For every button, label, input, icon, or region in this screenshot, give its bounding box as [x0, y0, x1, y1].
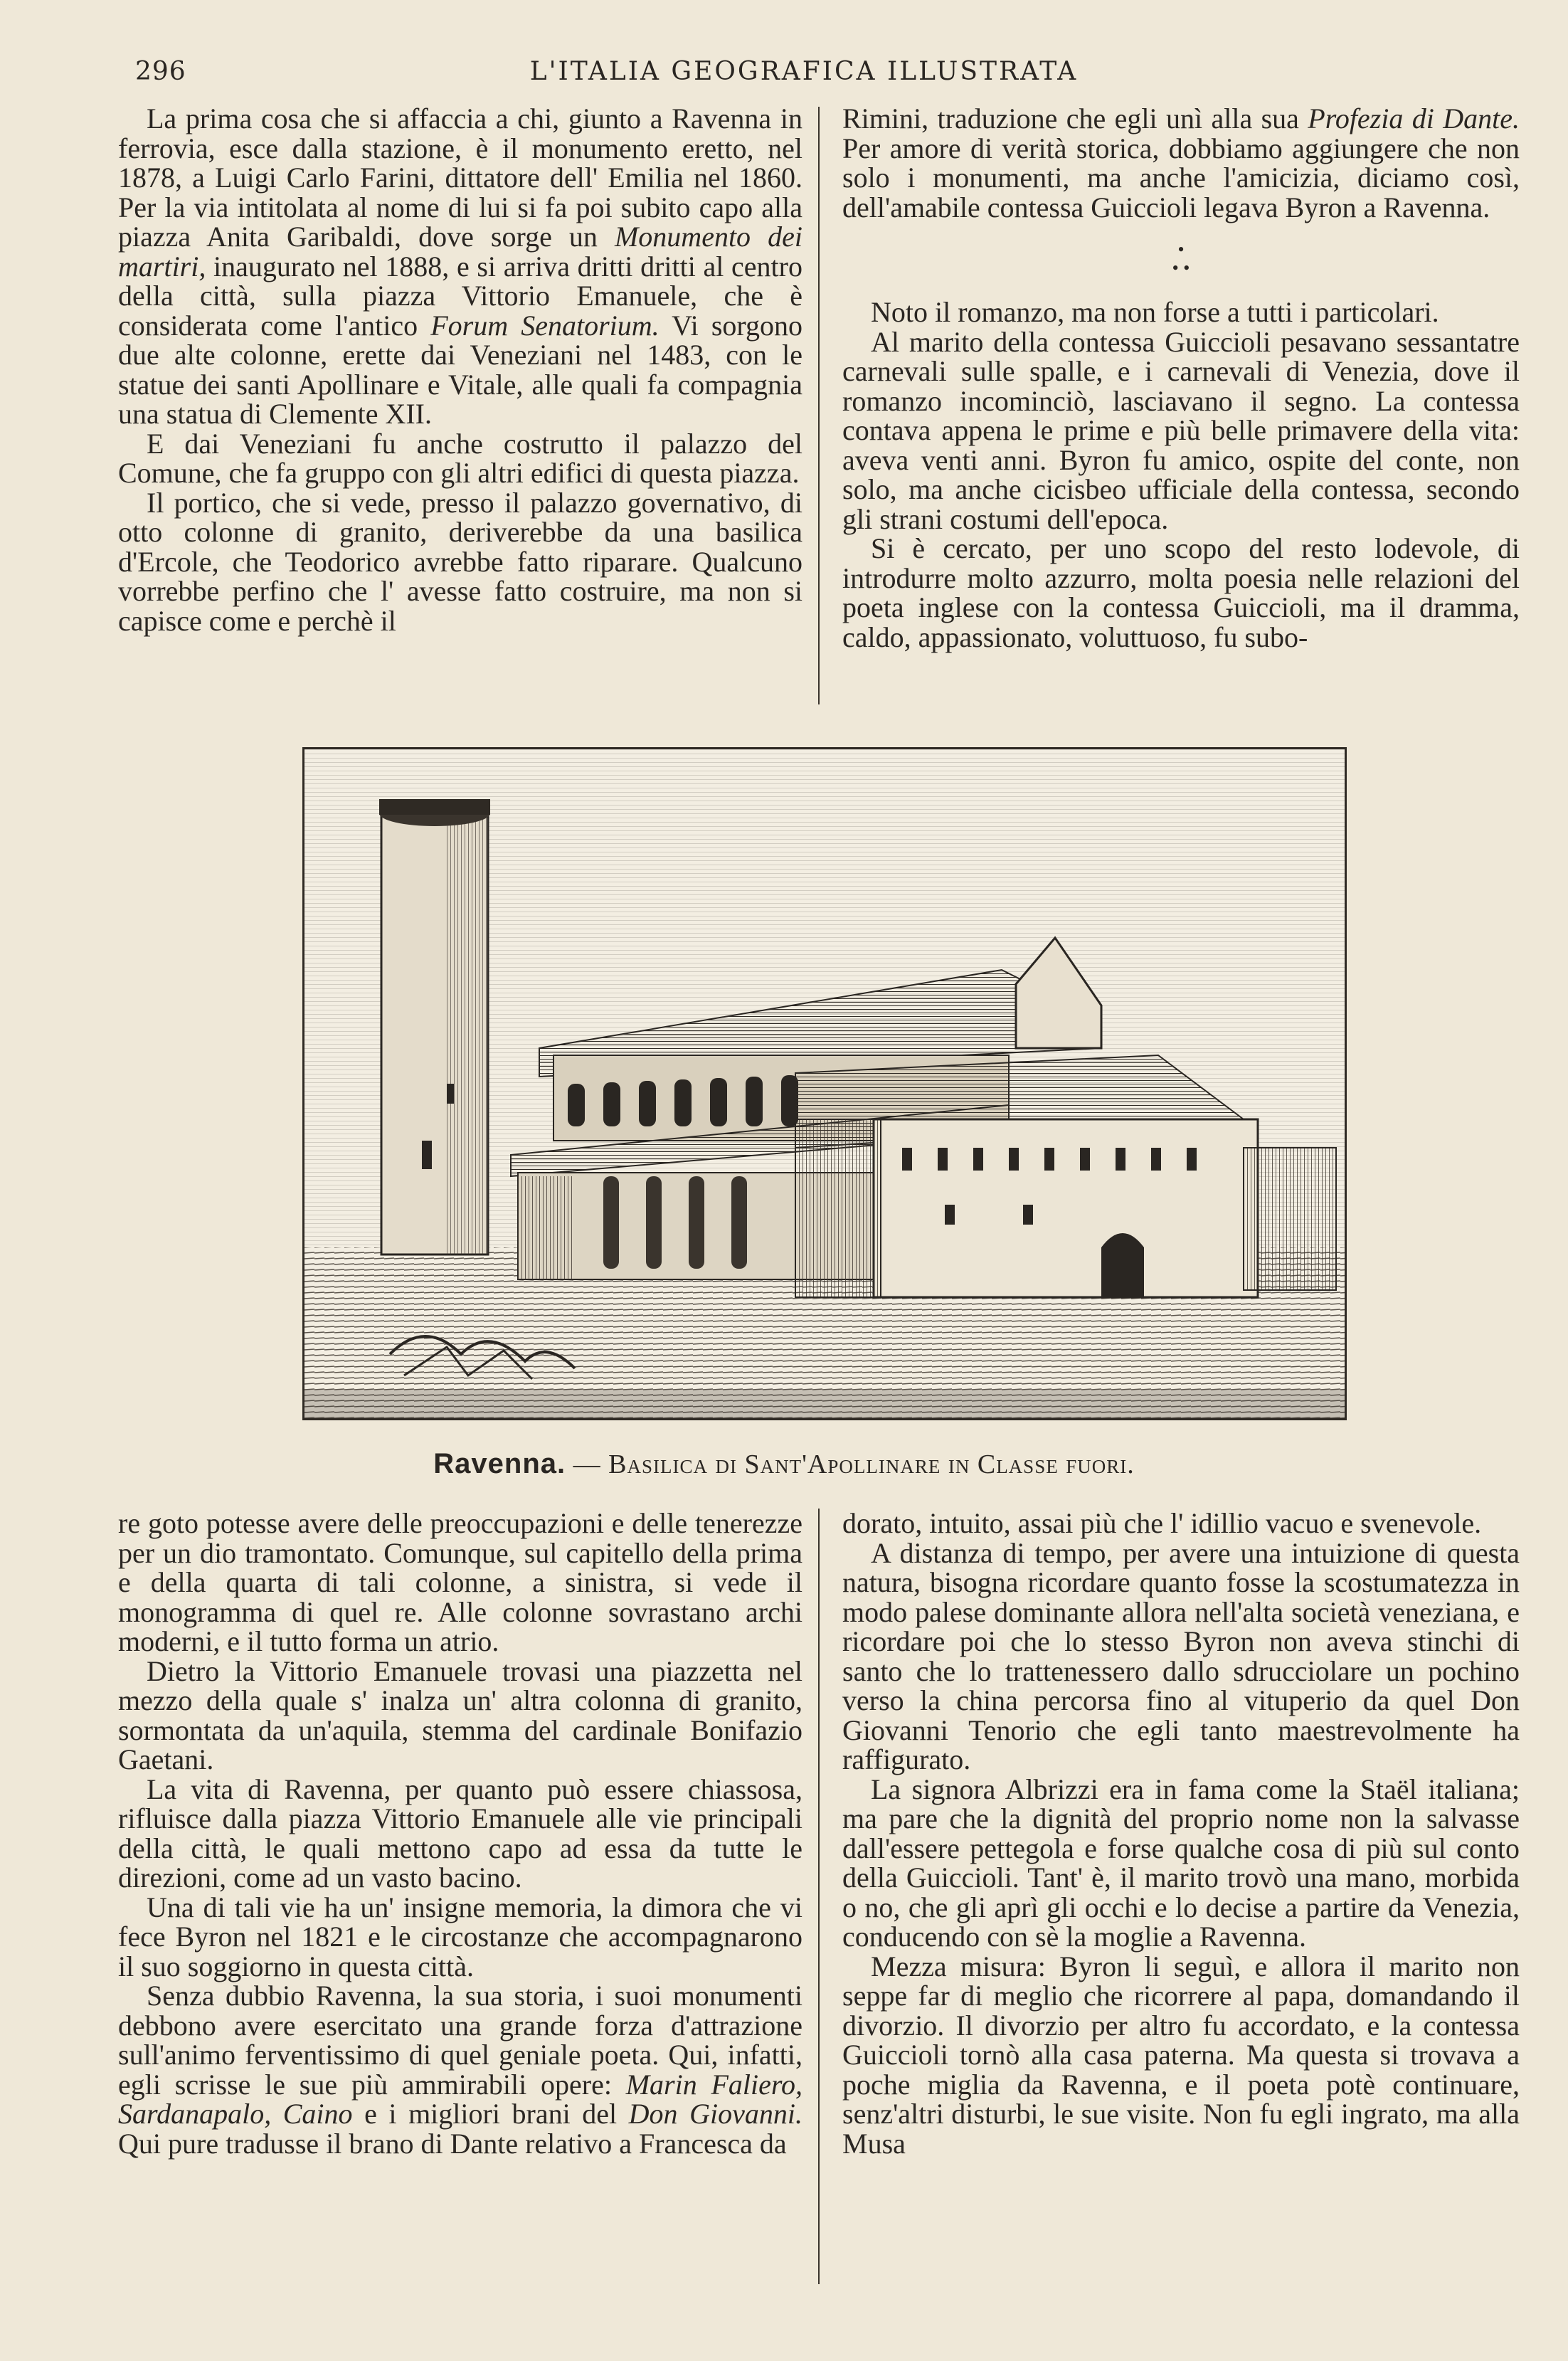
paragraph: dorato, intuito, assai più che l' idillio vacuo e svenevole. [842, 1507, 1482, 1539]
caption-place: Ravenna. [433, 1448, 566, 1479]
page-number: 296 [135, 57, 186, 86]
page-header [135, 57, 1473, 100]
text-run: Rimini, traduzione che egli unì alla sua [842, 102, 1308, 134]
text-run: inaugurato nel 1888, e si arriva dritti dritti al centro della città, sulla piazza Vittorio Emanuele, che è considerata come l'antico [118, 250, 802, 342]
text-run: Per amore di verità storica, dobbiamo aggiungere che non solo i monumenti, ma anche l'amicizia, diciamo così, dell'amabile contessa Guiccioli legava Byron a Ravenna. [842, 132, 1520, 223]
text-run: Qui pure tradusse il brano di Dante relativo a Francesca da [118, 2127, 787, 2160]
column-top-right [842, 104, 1520, 709]
figure-caption [0, 1448, 1568, 1480]
engraving-illustration [304, 749, 1345, 1418]
paragraph: Mezza misura: Byron li seguì, e allora il marito non seppe far di meglio che ricorrere al papa, domandando il divorzio. Il divorzio per altro fu accordato, e la contessa Guiccioli tornò alla casa paterna. Ma questa si trovava a poche miglia da Ravenna, e il poeta potè continuare, senz'altri disturbi, le sue visite. Non fu egli ingrato, ma alla Musa [842, 1950, 1520, 2160]
asterism: • • • [1172, 239, 1190, 278]
engraving-basilica [302, 747, 1347, 1420]
running-title: L'ITALIA GEOGRAFICA ILLUSTRATA [529, 57, 1079, 86]
italic-run: Forum Senatorium. [430, 309, 659, 342]
paragraph: Dietro la Vittorio Emanuele trovasi una piazzetta nel mezzo della quale s' inalza un' altra colonna di granito, sormontata da un'aquila, stemma del cardinale Bonifazio Gaetani. [118, 1654, 802, 1775]
paragraph: La vita di Ravenna, per quanto può essere chiassosa, rifluisce dalla piazza Vittorio Emanuele alle vie principali della città, le quali mettono capo ad essa da tutte le direzioni, come ad un vasto bacino. [118, 1773, 802, 1893]
column-top-left [118, 104, 802, 709]
italic-run: Profezia di Dante. [1308, 102, 1520, 134]
paragraph: Il portico, che si vede, presso il palazzo governativo, di otto colonne di granito, deriverebbe da una basilica d'Ercole, che Teodorico avrebbe fatto riparare. Qualcuno vorrebbe perfino che l' avesse fatto costruire, ma non si capisce come e perchè il [118, 486, 802, 637]
column-divider [818, 1509, 820, 2284]
paragraph [118, 1981, 802, 2158]
column-bottom-left [118, 1509, 802, 2284]
paragraph: Noto il romanzo, ma non forse a tutti i particolari. [871, 296, 1439, 328]
italic-run: Marin Faliero, Sardanapalo, Caino [118, 2068, 802, 2130]
paragraph [118, 104, 802, 429]
paragraph: A distanza di tempo, per avere una intuizione di questa natura, bisogna ricordare quanto fosse la scostumatezza in modo palese dominante allora nell'alta società veneziana, e ricordare poi che lo stesso Byron non aveva stinchi di santo che lo trattenessero dallo sdrucciolare un pochino verso la china percorsa fino al vituperio da quel Don Giovanni Tenorio che egli tanto maestrevolmente ha raffigurato. [842, 1536, 1520, 1775]
text-run: e i migliori brani del [352, 2098, 629, 2130]
text-run: Vi sorgono due alte colonne, erette dai Veneziani nel 1483, con le statue dei santi Apollinare e Vitale, alle quali fa compagnia una statua di Clemente XII. [118, 309, 802, 430]
text-run: Senza dubbio Ravenna, la sua storia, i suoi monumenti debbono avere esercitato una grande forza d'attrazione sull'animo ferventissimo di quel geniale poeta. Qui, infatti, egli scrisse le sue più ammirabili opere: [118, 1980, 802, 2101]
paragraph: re goto potesse avere delle preoccupazioni e delle tenerezze per un dio tramontato. Comunque, sul capitello della prima e della quarta di tali colonne, a sinistra, si vede il monogramma di quel re. Alle colonne sovrastano archi moderni, e il tutto forma un atrio. [118, 1507, 802, 1657]
italic-run: Monumento dei martiri, [118, 221, 803, 282]
paragraph [842, 104, 1520, 222]
column-bottom-right [842, 1509, 1520, 2284]
text-run: La prima cosa che si affaccia a chi, giunto a Ravenna in ferrovia, esce dalla stazione, è il monumento eretto, nel 1878, a Luigi Carlo Farini, dittatore dell' Emilia nel 1860. Per la via intitolata al nome di lui si fa poi subito capo alla piazza Anita Garibaldi, dove sorge un [118, 102, 802, 253]
paragraph: Si è cercato, per uno scopo del resto lodevole, di introdurre molto azzurro, molta poesia nelle relazioni del poeta inglese con la contessa Guiccioli, ma il dramma, caldo, appassionato, voluttuoso, fu subo- [842, 532, 1520, 653]
paragraph: La signora Albrizzi era in fama come la Staël italiana; ma pare che la dignità del proprio nome non la salvasse dall'essere pettegola e forse qualche cosa di più sul conto della Guiccioli. Tant' è, il marito trovò una mano, morbida o no, che gli aprì gli occhi e lo decise a partire da Venezia, conducendo con sè la moglie a Ravenna. [842, 1773, 1520, 1953]
column-divider [818, 107, 820, 704]
paragraph: E dai Veneziani fu anche costrutto il palazzo del Comune, che fa gruppo con gli altri edifici di questa piazza. [118, 427, 802, 489]
caption-dash: — [573, 1449, 601, 1479]
paragraph: Una di tali vie ha un' insigne memoria, la dimora che vi fece Byron nel 1821 e le circostanze che accompagnarono il suo soggiorno in questa città. [118, 1891, 802, 1982]
caption-title: Basilica di Sant'Apollinare in Classe fuori. [608, 1449, 1135, 1479]
paragraph: Al marito della contessa Guiccioli pesavano sessantatre carnevali sulle spalle, e i carnevali di Venezia, dove il romanzo incominciò, lasciavano il segno. La contessa contava appena le prime e più belle primavere della vita: aveva venti anni. Byron fu amico, ospite del conte, non solo, ma anche cicisbeo ufficiale della contessa, secondo gli strani costumi dell'epoca. [842, 325, 1520, 535]
italic-run: Don Giovanni. [628, 2098, 802, 2130]
